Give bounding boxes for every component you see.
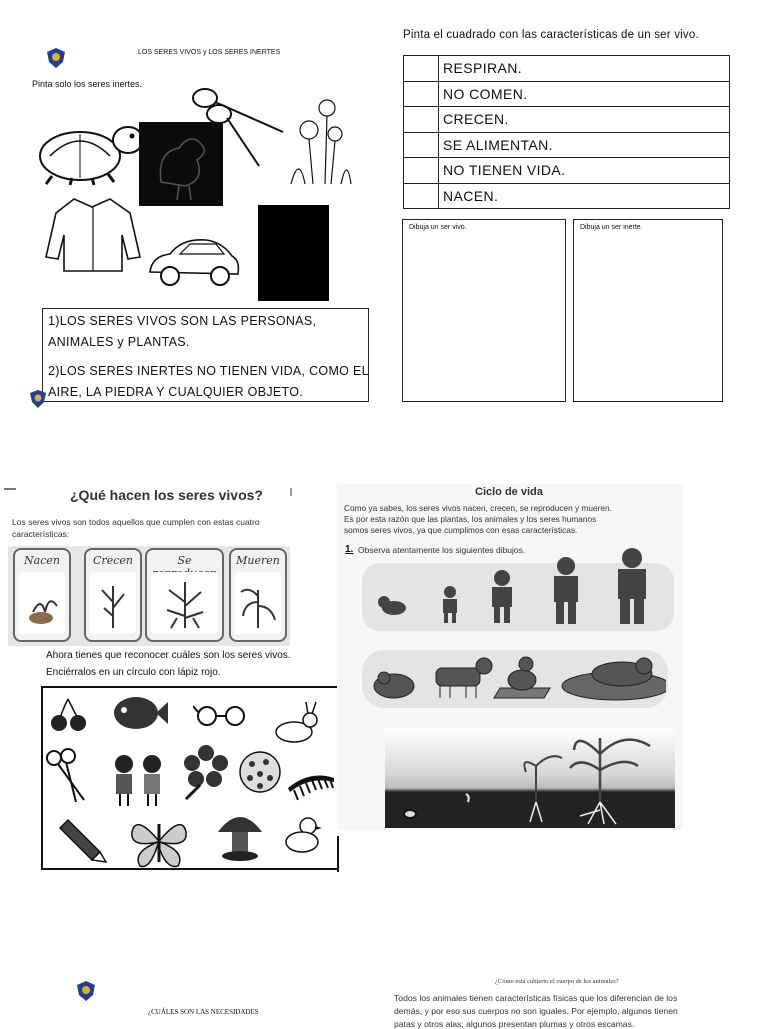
- instruction-text: Pinta el cuadrado con las características de un ser vivo.: [403, 29, 699, 41]
- table-row: [404, 183, 730, 209]
- human-growth-figures: [370, 548, 660, 630]
- scan-mark: [4, 488, 16, 490]
- flowers-picture[interactable]: [285, 94, 355, 186]
- body-line: Todos los animales tienen características físicas que los diferencian de los: [394, 993, 678, 1003]
- page-title: ¿Cómo está cubierto el cuerpo de los animales?: [495, 978, 619, 985]
- comb-icon[interactable]: [286, 768, 336, 802]
- card-label: Crecen: [93, 554, 133, 567]
- instruction-line: Ahora tienes que reconocer cuáles son los seres vivos.: [46, 650, 291, 661]
- young-plant-icon: [90, 572, 136, 634]
- draw-box-label: Dibuja un ser inerte.: [580, 224, 643, 231]
- scissors-icon[interactable]: [44, 748, 92, 804]
- paint-checkbox[interactable]: [404, 107, 439, 133]
- cat-growth-figures: [366, 648, 666, 708]
- paint-checkbox[interactable]: [404, 158, 439, 184]
- body-line: Como ya sabes, los seres vivos nacen, crecen, se reproducen y mueren.: [344, 503, 612, 513]
- mushroom-icon[interactable]: [216, 806, 264, 862]
- butterfly-icon[interactable]: [128, 812, 190, 870]
- seed-sprout-icon: [19, 572, 65, 634]
- card-nacen: [13, 548, 71, 642]
- chick-icon[interactable]: [282, 814, 324, 856]
- characteristic-label: RESPIRAN.: [439, 56, 730, 82]
- table-row: [404, 132, 730, 158]
- school-badge-icon: [76, 980, 96, 1002]
- table-row: [404, 107, 730, 133]
- instruction-text: Pinta solo los seres inertes.: [32, 79, 143, 89]
- painted-black-square[interactable]: [258, 205, 329, 301]
- scissors-picture[interactable]: [187, 84, 287, 170]
- table-row: [404, 158, 730, 184]
- card-mueren: [229, 548, 287, 642]
- scan-mark: [290, 488, 292, 496]
- draw-box-label: Dibuja un ser vivo.: [409, 224, 467, 231]
- car-picture[interactable]: [146, 232, 242, 290]
- card-label: Nacen: [24, 554, 60, 567]
- draw-inert-box[interactable]: [573, 219, 723, 402]
- ball-icon[interactable]: [238, 750, 282, 794]
- plant-growth-figures: [390, 726, 670, 826]
- fact-line: ANIMALES y PLANTAS.: [48, 335, 190, 349]
- body-line: patas y otros alas; algunos presentan plumas y otros escamas.: [394, 1019, 635, 1029]
- school-badge-icon: [46, 47, 66, 69]
- paint-checkbox[interactable]: [404, 132, 439, 158]
- pencil-icon[interactable]: [54, 818, 108, 864]
- body-line: demás, y por eso sus cuerpos no son iguales. Por ejemplo, algunos tienen: [394, 1006, 678, 1016]
- fish-icon[interactable]: [110, 690, 170, 736]
- table-row: [404, 56, 730, 82]
- plant-seeds-icon: [151, 572, 218, 634]
- body-line: Es por esta razón que las plantas, los animales y los seres humanos: [344, 514, 597, 524]
- table-row: [404, 81, 730, 107]
- instruction-line: Enciérralos en un círculo con lápiz rojo.: [46, 667, 221, 678]
- fact-line: 2)LOS SERES INERTES NO TIENEN VIDA, COMO EL: [48, 364, 369, 378]
- grid-border-mark: [337, 836, 339, 872]
- facts-box: [42, 308, 369, 402]
- glasses-icon[interactable]: [193, 702, 249, 728]
- section-title: ¿Qué hacen los seres vivos?: [70, 487, 263, 503]
- paint-checkbox[interactable]: [404, 56, 439, 82]
- characteristic-label: NO TIENEN VIDA.: [439, 158, 730, 184]
- paint-checkbox[interactable]: [404, 183, 439, 209]
- fact-line: AIRE, LA PIEDRA Y CUALQUIER OBJETO.: [48, 385, 304, 399]
- step-number: 1.: [345, 544, 354, 555]
- card-label: Mueren: [236, 554, 280, 567]
- cherries-icon[interactable]: [48, 695, 88, 733]
- draw-living-box[interactable]: [402, 219, 566, 402]
- wilted-plant-icon: [235, 572, 281, 634]
- section-title: Ciclo de vida: [475, 486, 543, 498]
- turtle-picture[interactable]: [28, 118, 146, 186]
- characteristic-label: CRECEN.: [439, 107, 730, 133]
- card-se-reproducen: [145, 548, 224, 642]
- rabbit-icon[interactable]: [270, 700, 320, 744]
- flower-icon[interactable]: [180, 745, 232, 801]
- card-crecen: [84, 548, 142, 642]
- body-line: somos seres vivos, ya que cumplimos con esas características.: [344, 525, 578, 535]
- page-title: ¿CUÁLES SON LAS NECESIDADES: [148, 1008, 259, 1016]
- step-text: Observa atentamente los siguientes dibujos.: [358, 545, 526, 555]
- intro-line: características:: [12, 529, 70, 539]
- characteristic-label: NACEN.: [439, 183, 730, 209]
- characteristic-label: SE ALIMENTAN.: [439, 132, 730, 158]
- fact-line: 1)LOS SERES VIVOS SON LAS PERSONAS,: [48, 314, 317, 328]
- children-icon[interactable]: [106, 752, 170, 808]
- jacket-picture[interactable]: [44, 195, 142, 275]
- school-badge-icon: [29, 389, 47, 409]
- intro-line: Los seres vivos son todos aquellos que cumplen con estas cuatro: [12, 517, 260, 527]
- characteristic-label: NO COMEN.: [439, 81, 730, 107]
- paint-checkbox[interactable]: [404, 81, 439, 107]
- characteristics-table: [403, 55, 730, 209]
- worksheet-title: LOS SERES VIVOS y LOS SERES INERTES: [138, 49, 281, 56]
- card-label: Se: [177, 554, 192, 567]
